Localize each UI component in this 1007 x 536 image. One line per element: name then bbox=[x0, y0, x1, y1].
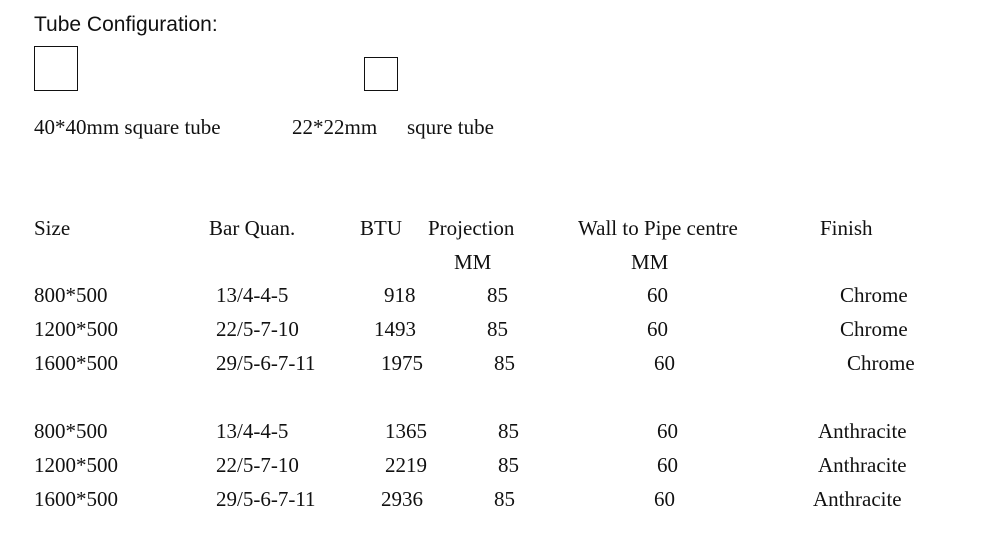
cell-bar-quan: 13/4-4-5 bbox=[216, 283, 289, 307]
cell-finish: Anthracite bbox=[818, 419, 907, 443]
page-title: Tube Configuration: bbox=[34, 13, 218, 36]
cell-projection: 85 bbox=[498, 419, 519, 443]
cell-projection: 85 bbox=[498, 453, 519, 477]
cell-finish: Chrome bbox=[847, 351, 915, 375]
cell-size: 800*500 bbox=[34, 419, 108, 443]
square-tube-40-icon bbox=[34, 46, 78, 91]
cell-size: 1200*500 bbox=[34, 453, 118, 477]
cell-finish: Chrome bbox=[840, 283, 908, 307]
header-finish: Finish bbox=[820, 216, 873, 240]
cell-finish: Chrome bbox=[840, 317, 908, 341]
cell-bar-quan: 22/5-7-10 bbox=[216, 453, 299, 477]
header-projection: Projection bbox=[428, 216, 515, 240]
cell-bar-quan: 13/4-4-5 bbox=[216, 419, 289, 443]
cell-bar-quan: 22/5-7-10 bbox=[216, 317, 299, 341]
cell-projection: 85 bbox=[487, 283, 508, 307]
header-projection-unit: MM bbox=[454, 250, 492, 274]
cell-wall-to-pipe: 60 bbox=[654, 487, 675, 511]
cell-btu: 1975 bbox=[381, 351, 423, 375]
cell-wall-to-pipe: 60 bbox=[647, 283, 668, 307]
cell-wall-to-pipe: 60 bbox=[657, 419, 678, 443]
cell-btu: 2219 bbox=[385, 453, 427, 477]
header-size: Size bbox=[34, 216, 71, 240]
cell-finish: Anthracite bbox=[813, 487, 902, 511]
cell-projection: 85 bbox=[494, 487, 515, 511]
cell-projection: 85 bbox=[494, 351, 515, 375]
cell-projection: 85 bbox=[487, 317, 508, 341]
tube-option-22-label: 22*22mm bbox=[292, 115, 378, 139]
tube-option-22-suffix: squre tube bbox=[407, 115, 494, 139]
cell-wall-to-pipe: 60 bbox=[647, 317, 668, 341]
header-bar-quan: Bar Quan. bbox=[209, 216, 296, 240]
square-tube-22-icon bbox=[364, 57, 398, 91]
cell-wall-to-pipe: 60 bbox=[654, 351, 675, 375]
cell-bar-quan: 29/5-6-7-11 bbox=[216, 487, 316, 511]
cell-size: 1600*500 bbox=[34, 487, 118, 511]
cell-btu: 1493 bbox=[374, 317, 416, 341]
header-wall-to-pipe-unit: MM bbox=[631, 250, 669, 274]
cell-btu: 1365 bbox=[385, 419, 427, 443]
cell-finish: Anthracite bbox=[818, 453, 907, 477]
cell-bar-quan: 29/5-6-7-11 bbox=[216, 351, 316, 375]
cell-btu: 2936 bbox=[381, 487, 423, 511]
header-btu: BTU bbox=[360, 216, 402, 240]
cell-size: 1200*500 bbox=[34, 317, 118, 341]
cell-btu: 918 bbox=[384, 283, 416, 307]
cell-size: 800*500 bbox=[34, 283, 108, 307]
cell-wall-to-pipe: 60 bbox=[657, 453, 678, 477]
tube-option-40-label: 40*40mm square tube bbox=[34, 115, 221, 139]
cell-size: 1600*500 bbox=[34, 351, 118, 375]
header-wall-to-pipe: Wall to Pipe centre bbox=[578, 216, 738, 240]
